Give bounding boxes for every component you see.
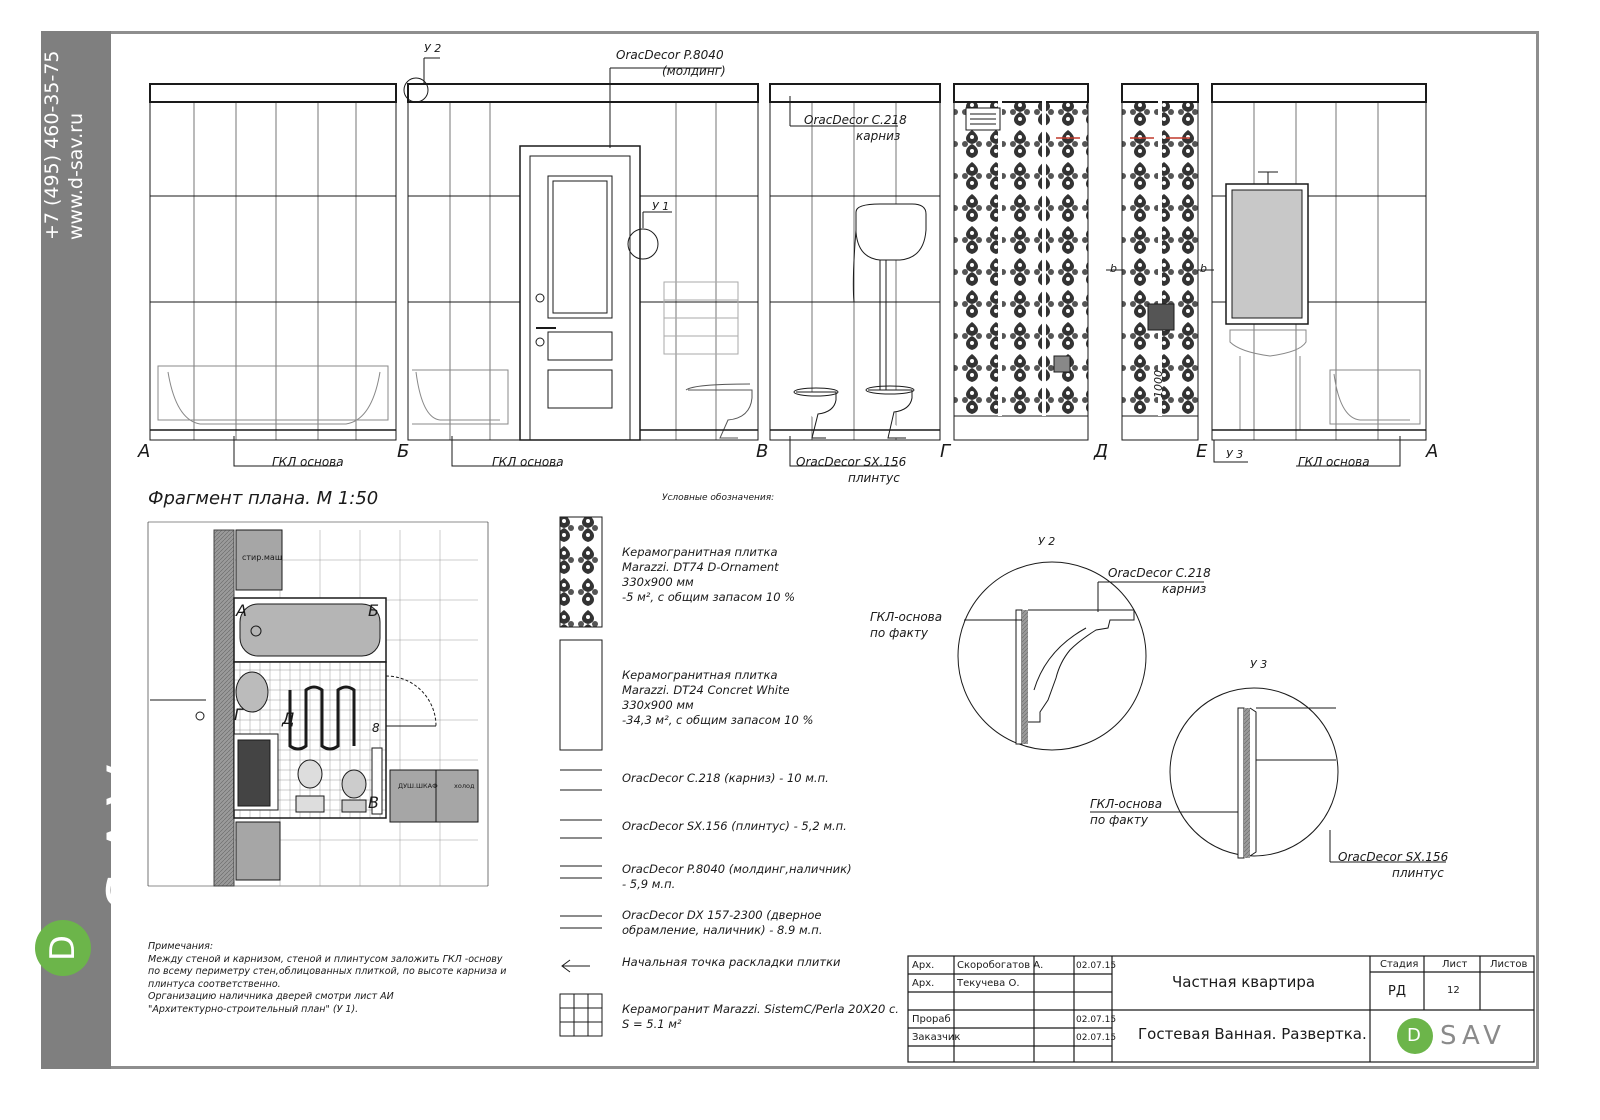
legend-item-molding: OracDecor P.8040 (молдинг,наличник) - 5,9 м.п. — [622, 862, 852, 891]
plinth-note: плинтус — [848, 471, 900, 485]
cornice-note: карниз — [856, 129, 901, 143]
sidebar-logo-letter: D — [43, 934, 83, 962]
tb-project: Частная квартира — [1172, 973, 1316, 991]
plan-title: Фрагмент плана. М 1:50 — [148, 488, 379, 509]
detail-y2-gkl: ГКЛ-основа — [870, 610, 943, 624]
detail-y3 — [1090, 688, 1449, 864]
plan-letter-d: Д — [282, 709, 295, 728]
legend-title: Условные обозначения: — [662, 493, 775, 503]
plan-label-shower-cabinet: ДУШ.ШКАФ — [398, 782, 438, 790]
tb-date-4: 02.07.15 — [1076, 1033, 1117, 1043]
gkl-label-3: ГКЛ основа — [1298, 455, 1370, 469]
plan-num-8: 8 — [372, 721, 380, 735]
elevation-letter-v: В — [756, 441, 769, 462]
detail-y2-title: У 2 — [1038, 535, 1056, 548]
tb-stage: РД — [1388, 984, 1406, 999]
elevation-letter-a-start: А — [138, 441, 151, 462]
legend-swatches — [560, 517, 602, 1036]
detail-y3-gkl-note: по факту — [1090, 813, 1148, 827]
legend-item-floor-tile: Керамогранит Marazzi. SistemC/Perla 20X20 c. S = 5.1 м² — [622, 1002, 899, 1031]
tb-date-1: 02.07.15 — [1076, 961, 1117, 971]
plan-letter-a: А — [236, 601, 247, 620]
tb-sheet-title: Гостевая Ванная. Развертка. — [1138, 1025, 1367, 1043]
molding-callout: OracDecor P.8040 — [616, 48, 724, 62]
elevation-letter-d: Д — [1094, 441, 1109, 462]
tb-name-1: Скоробогатов А. — [957, 960, 1044, 971]
tb-name-2: Текучева О. — [957, 978, 1020, 989]
elevation-b-v — [408, 84, 758, 440]
tb-logo-text: SAV — [1440, 1021, 1506, 1051]
gkl-label-2: ГКЛ основа — [492, 455, 564, 469]
legend-item-start-point: Начальная точка раскладки плитки — [622, 955, 841, 969]
notes: Примечания: Между стеной и карнизом, стеной и плинтусом заложить ГКЛ -основу по всему периметру стен,облицованных плиткой, по высоте карниза и плинтуса соответственно. Организацию наличника дверей смотри лист АИ "Архитектурно-строительный план" (У 1). — [148, 941, 507, 1015]
tb-sheet-no: 12 — [1447, 985, 1460, 996]
tb-date-3: 02.07.15 — [1076, 1015, 1117, 1025]
tb-role-client: Заказчик — [912, 1032, 961, 1043]
elevation-letter-g: Г — [940, 441, 951, 462]
elevation-letter-a-end: А — [1426, 441, 1439, 462]
detail-y3-plinth: OracDecor SX.156 — [1338, 850, 1449, 864]
dim-b-right: b — [1200, 262, 1207, 275]
cornice-callout: OracDecor C.218 — [804, 113, 907, 127]
elevation-e-a — [1212, 84, 1426, 440]
legend-item-cornice: OracDecor C.218 (карниз) - 10 м.п. — [622, 771, 829, 785]
detail-y3-gkl: ГКЛ-основа — [1090, 797, 1163, 811]
plan-letter-v: В — [368, 793, 379, 812]
sidebar-website[interactable]: www.d-sav.ru — [65, 112, 87, 240]
detail-y2-cornice-note: карниз — [1162, 582, 1207, 596]
plinth-callout: OracDecor SX.156 — [796, 455, 907, 469]
molding-note: (молдинг) — [662, 64, 726, 78]
sidebar-logo-text: SAV — [95, 750, 165, 910]
sidebar-phone[interactable]: +7 (495) 460-35-75 — [41, 50, 63, 240]
dim-1000: 1000 — [1152, 370, 1165, 398]
detail-y2-gkl-note: по факту — [870, 626, 928, 640]
detail-y3-title: У 3 — [1250, 658, 1268, 671]
detail-y3-plinth-note: плинтус — [1392, 866, 1444, 880]
plan-letter-g: Г — [234, 705, 243, 724]
elevation-v-g — [770, 84, 940, 440]
node-y2-label: У 2 — [424, 42, 442, 55]
tb-logo-letter: D — [1407, 1025, 1421, 1046]
tb-header-sheet: Лист — [1442, 959, 1468, 970]
gkl-label-1: ГКЛ основа — [272, 455, 344, 469]
tb-role-arch-1: Арх. — [912, 960, 935, 971]
legend-item-ornament-tile: Керамогранитная плитка Marazzi. DT74 D-Ornament 330х900 мм -5 м², с общим запасом 10 % — [622, 545, 796, 604]
plan-letter-b: Б — [368, 601, 379, 620]
plan-label-fridge: холод — [454, 782, 475, 790]
tb-role-foreman: Прораб — [912, 1014, 951, 1025]
elevation-letter-e: Е — [1196, 441, 1208, 462]
node-y1-label: У 1 — [652, 200, 670, 213]
legend-item-plinth: OracDecor SX.156 (плинтус) - 5,2 м.п. — [622, 819, 847, 833]
tb-header-stage: Стадия — [1380, 959, 1419, 970]
elevation-a-b — [150, 84, 396, 440]
tb-role-arch-2: Арх. — [912, 978, 935, 989]
plan-label-washer: стир.маш — [242, 553, 283, 562]
elevation-letter-b: Б — [397, 441, 410, 462]
node-y3-elevation-label: У 3 — [1226, 448, 1244, 461]
legend-item-door-frame: OracDecor DX 157-2300 (дверное обрамление, наличник) - 8.9 м.п. — [622, 908, 823, 937]
dim-b-left: b — [1110, 262, 1117, 275]
tb-header-sheets: Листов — [1490, 959, 1528, 970]
floor-plan — [148, 522, 488, 886]
legend-item-white-tile: Керамогранитная плитка Marazzi. DT24 Concret White 330х900 мм -34,3 м², с общим запасом 10 % — [622, 668, 814, 727]
detail-y2-cornice: OracDecor C.218 — [1108, 566, 1211, 580]
